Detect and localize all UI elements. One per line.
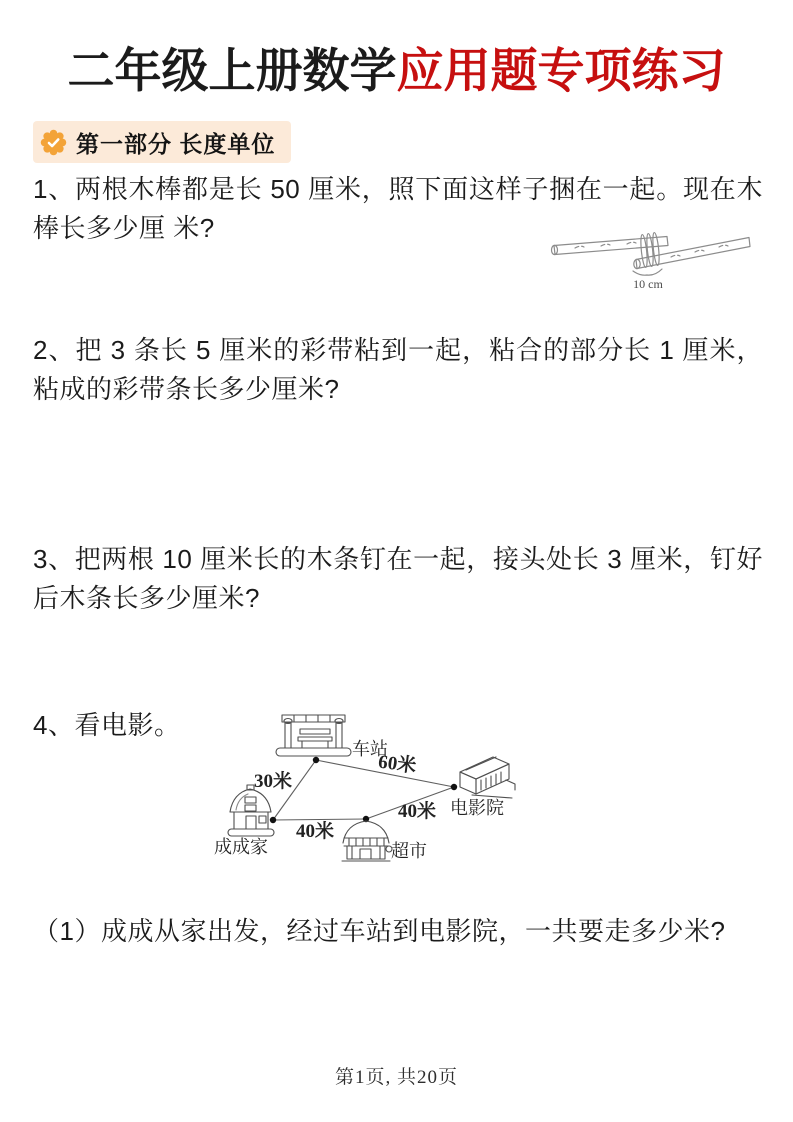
binding-coil [640,232,661,267]
place-label-supermarket: 超市 [391,841,427,861]
home-icon [228,785,274,836]
badge-check-icon [40,129,67,156]
place-label-station: 车站 [352,739,388,759]
distance-supermarket-cinema: 40米 [398,801,437,822]
question-3: 3、把两根 10 厘米长的木条钉在一起，接头处长 3 厘米，钉好后木条长多少厘米? [33,544,763,613]
overlap-length-label: 10 cm [633,277,663,291]
question-4: 4、看电影。 [33,710,181,740]
bus-station-icon [276,715,351,756]
supermarket-icon [342,821,392,861]
place-label-home: 成成家 [214,837,268,857]
page-title [0,44,793,100]
sticks-figure [543,226,758,296]
map-figure [188,710,538,892]
distance-home-station: 30米 [254,771,293,792]
section-header [33,121,291,163]
question-2: 2、把 3 条长 5 厘米的彩带粘到一起，粘合的部分长 1 厘米，粘成的彩带条长多少厘米? [33,335,763,404]
page-number: 第1页, 共20页 [334,1067,458,1088]
question-1: 1、两根木棒都是长 50 厘米，照下面这样子捆在一起。现在木棒长多少厘 米? [33,174,763,243]
page-title-red: 应用题专项练习 [396,46,726,98]
overlap-brace [633,269,662,275]
page-title-black: 二年级上册数学 [67,46,397,98]
question-4-sub-1: （1）成成从家出发，经过车站到电影院，一共要走多少米? [33,916,726,946]
place-label-cinema: 电影院 [450,798,504,818]
distance-home-supermarket: 40米 [296,821,335,842]
cinema-icon [460,757,515,798]
distance-station-cinema: 60米 [377,751,418,778]
section-title: 第一部分 长度单位 [76,130,276,157]
